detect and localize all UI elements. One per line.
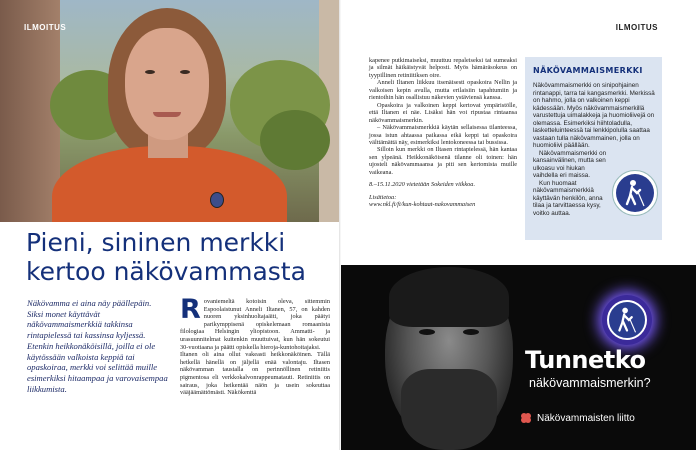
info-box [525,57,662,240]
more-info-label: Lisätietoa: [369,193,397,201]
info-paragraph: Näkövammaismerkki on sinipohjainen rintanappi, tarra tai kangasmerkki. Merkissä on hahmo, jolla on valkoinen keppi kädessään. Myös näkövammaismerkillä varustettuja uimalakkeja ja huomioliivejä on olemassa. Esimerkiksi hiihtoladulla, lasketteluinteessä tai lenkkipolulla saattaa vastaan tulla näkövammainen, jolla on huomioliivi päällään. [533,82,655,149]
organization-name [537,413,635,424]
visually-impaired-person-icon [602,295,652,345]
article-lead: Näkövamma ei aina näy päällepäin. Siksi monet käyttävät näkövammaismerkkiä takkinsa rintapielessä tai kassinsa kyljessä. Etenkin heikkonäköisillä, joilla ei ole käytössään valkoista keppiä tai opaskoiraa, merkki voi selittää muille esimerkiksi hitaampaa ja varovaisempaa liikkumista. [27,298,168,394]
right-page [341,0,696,450]
paragraph: kapenee putkimaiseksi, muuttuu repaleiseksi tai sumeaksi ja silmät häikäistyvät helposti. Myös hämäräsokeus on tyypillinen retiniitiksen oire. [369,57,517,79]
ad-subheadline: näkövammaismerkin? [529,376,651,390]
info-paragraph: Kun huomaat näkövammaismerkkiä käyttävän henkilön, anna tilaa ja tarvittaessa kysy, voitko auttaa. [533,179,603,217]
article-body-text: ovaniemeltä kotoisin oleva, sittemmin Espoolaistunut Anneli Iltanen, 57, on kahden nuoren yksinhuoltajaäiti, joka päätyi parikymppisenä opiskelemaan romaanista filologiaa Helsingin yliopistoon. Ammatti- ja urasuunnitelmat kuitenkin muuttuivat, kun hän sokeutui 30-vuotiaana ja päätti opiskella hieroja-kuntohoitajaksi. Iltanen oli aina ollut vakeasti heikkonäköinen. Tällä hetkellä hänellä on jäljellä enää valontaju. Iltasen näkövamman taustalla on perinnöllinen retiniitis pigmentosa eli verkkokalvonrappeumatauti. Retiniitis on sairaus, joka heikentää näön ja usein sokeuttaa vääjäämättömästi. Näkökenttä [180,298,330,397]
more-info-link[interactable]: www.nkl.fi/fi/kun-kohtaat-nakovammaisen [369,201,476,209]
article-title: Pieni, sininen merkki kertoo näkövammasta [26,228,306,286]
info-box-title: NÄKÖVAMMAISMERKKI [533,66,643,75]
left-page [0,0,341,450]
info-paragraph: Näkövammaismerkki on kansainvälinen, mutta sen ulkoasu voi hiukan vaihdella eri maissa. [533,149,607,179]
ad-headline: Tunnetko [525,346,646,374]
dropcap: R [180,294,201,325]
advertisement [341,265,696,450]
paragraph: Anneli Iltanen liikkuu itsenäisesti opaskoira Nellin ja valkoisen kepin avulla, mutta erilaisiin tapahtumiin ja rientoihin hän osallistuu näkevien ystäviensä kanssa. [369,79,517,102]
date-line: 8.–15.11.2020 vietetään Sokeiden viikkoa. [369,181,476,189]
organization-logo-icon [520,412,532,424]
ad-label: ILMOITUS [615,23,658,32]
ad-label: ILMOITUS [24,23,67,32]
visually-impaired-person-icon [612,170,658,216]
article-body-column [180,294,330,397]
organization-label: Näkövammaisten liitto [537,413,635,424]
portrait-photo [0,0,341,222]
badge-pin-icon [210,192,224,208]
paragraph: Silloin kun merkki on Iltasen rintapielessä, hän kantaa sen ylpeänä. Heikkonäköisenä tilanne oli toinen: hän ujosteli näkövammaansa ja piti sen kertomista muille vaikeana. [369,146,517,176]
paragraph: – Näkövammaismerkkiä käytän sellaisessa tilanteessa, jossa istun ahtaassa paikassa eikä keppi tai opaskoira välttämättä näy, esimerkiksi lentokoneessa tai bussissa. [369,124,517,146]
paragraph: Opaskoira ja valkoinen keppi kertovat ympäristölle, että Iltanen ei näe. Lisäksi hän voi ripustaa rintaansa näkövammaismerkin. [369,101,517,124]
article-continued-column [369,57,517,209]
